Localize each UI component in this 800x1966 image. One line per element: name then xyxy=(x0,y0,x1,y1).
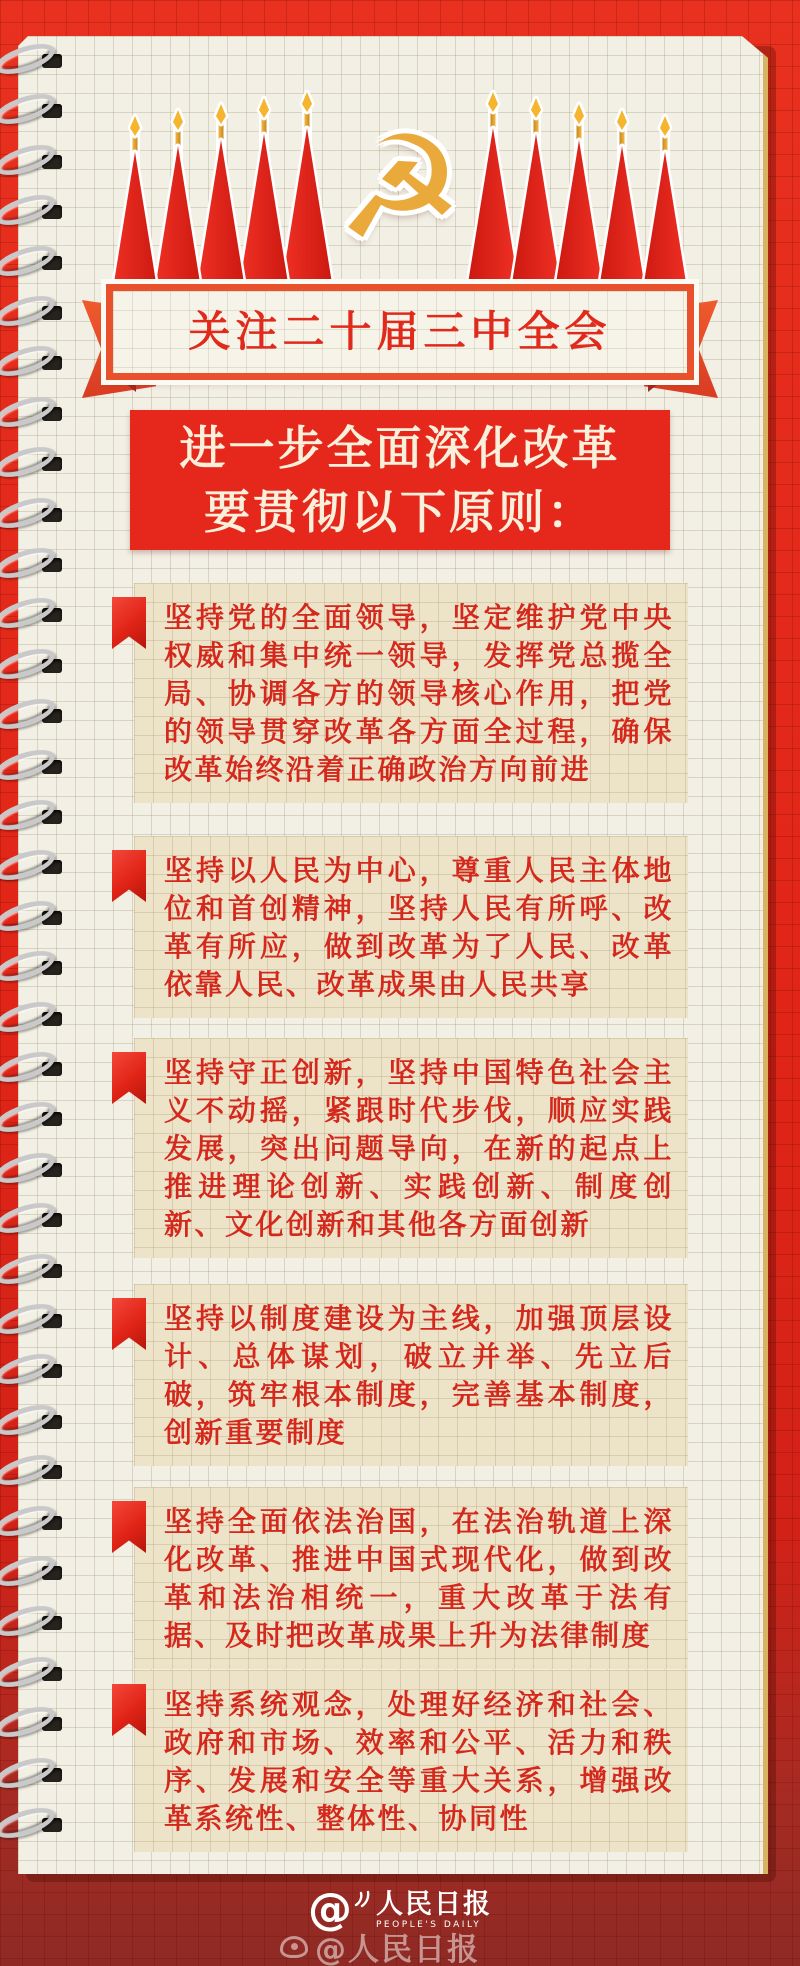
spiral-ring xyxy=(0,1254,68,1288)
title-line-1: 进一步全面深化改革 xyxy=(179,421,621,475)
spiral-ring xyxy=(0,1203,68,1237)
spiral-ring xyxy=(0,1354,68,1388)
spiral-ring xyxy=(0,94,68,128)
principle-card-2 xyxy=(134,836,688,1018)
spiral-ring xyxy=(0,1808,68,1842)
principle-card-5 xyxy=(134,1487,688,1669)
weibo-watermark-text: @人民日报 xyxy=(315,1932,480,1966)
sound-waves-icon xyxy=(354,1890,370,1908)
spiral-ring xyxy=(0,1304,68,1338)
spiral-ring xyxy=(0,1758,68,1792)
spiral-ring xyxy=(0,1002,68,1036)
spiral-ring xyxy=(0,447,68,481)
principle-text-4: 坚持以制度建设为主线，加强顶层设计、总体谋划，破立并举、先立后破，筑牢根本制度，完善基本制度，创新重要制度 xyxy=(164,1302,674,1449)
spiral-ring xyxy=(0,346,68,380)
spiral-ring xyxy=(0,195,68,229)
principle-text-6: 坚持系统观念，处理好经济和社会、政府和市场、效率和公平、活力和秩序、发展和安全等重大关系，增强改革系统性、整体性、协同性 xyxy=(164,1688,674,1835)
spiral-ring xyxy=(0,750,68,784)
spiral-binding xyxy=(0,0,90,1966)
spiral-ring xyxy=(0,951,68,985)
spiral-ring xyxy=(0,1657,68,1691)
principle-card-4 xyxy=(134,1284,688,1466)
spiral-ring xyxy=(0,1707,68,1741)
principle-card-1 xyxy=(134,583,688,803)
principle-text-1: 坚持党的全面领导，坚定维护党中央权威和集中统一领导，发挥党总揽全局、协调各方的领导核心作用，把党的领导贯穿改革各方面全过程，确保改革始终沿着正确政治方向前进 xyxy=(164,601,674,786)
spiral-ring xyxy=(0,850,68,884)
spiral-ring xyxy=(0,1153,68,1187)
spiral-ring xyxy=(0,800,68,834)
hammer-and-sickle-icon: ☭ xyxy=(336,106,464,271)
people-daily-name: 人民日报 xyxy=(376,1888,492,1920)
banner-ribbon xyxy=(106,284,694,380)
spiral-ring xyxy=(0,246,68,280)
spiral-ring xyxy=(0,1102,68,1136)
principle-text-5: 坚持全面依法治国，在法治轨道上深化改革、推进中国式现代化，做到改革和法治相统一，重大改革于法有据、及时把改革成果上升为法律制度 xyxy=(164,1505,674,1652)
principle-text-3: 坚持守正创新，坚持中国特色社会主义不动摇，紧跟时代步伐，顺应实践发展，突出问题导向，在新的起点上推进理论创新、实践创新、制度创新、文化创新和其他各方面创新 xyxy=(164,1056,674,1241)
spiral-ring xyxy=(0,548,68,582)
spiral-ring xyxy=(0,1606,68,1640)
spiral-ring xyxy=(0,1405,68,1439)
spiral-ring xyxy=(0,145,68,179)
spiral-ring xyxy=(0,901,68,935)
principle-card-3 xyxy=(134,1038,688,1258)
weibo-watermark xyxy=(280,1924,480,1966)
spiral-ring xyxy=(0,1506,68,1540)
people-daily-name-en: PEOPLE'S DAILY xyxy=(376,1919,482,1930)
spiral-ring xyxy=(0,44,68,78)
spiral-ring xyxy=(0,1052,68,1086)
spiral-ring xyxy=(0,397,68,431)
title-line-2: 要贯彻以下原则： xyxy=(204,485,596,539)
spiral-ring xyxy=(0,1455,68,1489)
spiral-ring xyxy=(0,598,68,632)
banner-label: 关注二十届三中全会 xyxy=(188,307,612,356)
principle-text-2: 坚持以人民为中心，尊重人民主体地位和首创精神，坚持人民有所呼、改革有所应，做到改革为了人民、改革依靠人民、改革成果由人民共享 xyxy=(164,854,674,1001)
spiral-ring xyxy=(0,1556,68,1590)
at-megaphone-icon: @ xyxy=(308,1884,352,1935)
spiral-ring xyxy=(0,498,68,532)
weibo-icon xyxy=(280,1936,308,1958)
spiral-ring xyxy=(0,296,68,330)
title-block xyxy=(130,410,670,550)
spiral-ring xyxy=(0,649,68,683)
spiral-ring xyxy=(0,699,68,733)
principle-card-6 xyxy=(134,1670,688,1852)
